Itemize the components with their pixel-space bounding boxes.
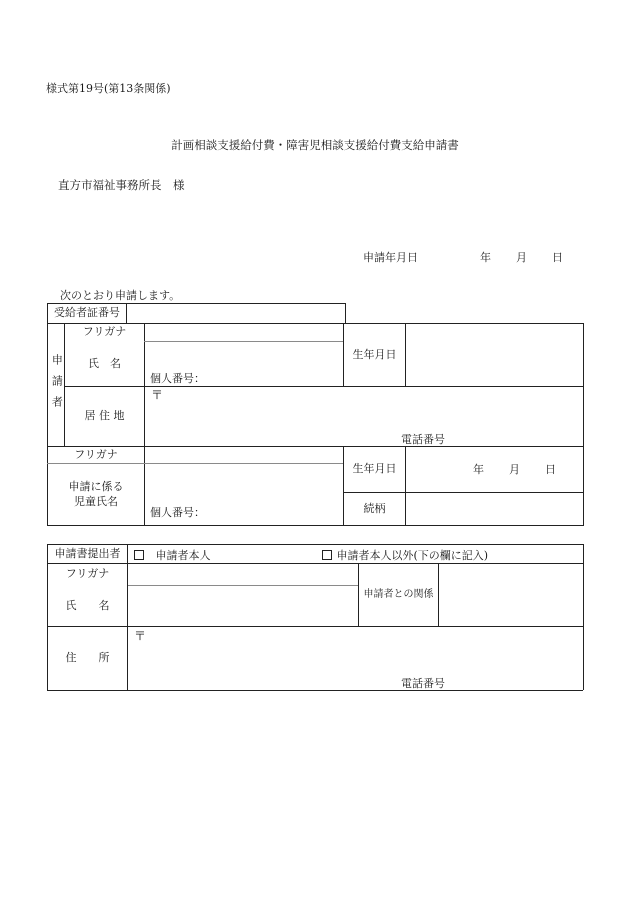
submitter-address-field[interactable]: [128, 627, 583, 690]
child-birthdate-label: 生年月日: [352, 462, 397, 476]
submitter-option-other[interactable]: [322, 547, 488, 563]
applicant-address-field[interactable]: [145, 387, 583, 446]
submitter-relationship-label: 申請者との関係: [363, 589, 434, 601]
child-birth-year-label: 年: [473, 463, 484, 476]
submitter-name-field[interactable]: [128, 586, 358, 626]
child-relationship-label: 続柄: [363, 501, 386, 515]
applicant-phone-label: 電話番号: [401, 433, 445, 446]
applicant-birthdate-field[interactable]: [406, 324, 583, 386]
submitter-address-label: 住 所: [65, 651, 110, 665]
applicant-individual-number-label: 個人番号：: [150, 372, 205, 385]
submitter-furigana-label: フリガナ: [65, 567, 110, 581]
applicant-furigana-field[interactable]: [145, 324, 343, 341]
submitter-relationship-field[interactable]: [439, 564, 583, 626]
date-day-label: 日: [552, 251, 563, 264]
page-title: 計画相談支援給付費・障害児相談支援給付費支給申請書: [171, 138, 459, 152]
intro-text: 次のとおり申請します。: [60, 289, 181, 302]
child-name-label: [48, 464, 144, 525]
date-year-label: 年: [480, 251, 491, 264]
form-number: 様式第19号(第13条関係): [46, 82, 171, 95]
applicant-group-label: 申請者: [50, 353, 64, 417]
recipient-id-field[interactable]: [127, 304, 345, 323]
applicant-birthdate-label: 生年月日: [352, 347, 397, 361]
child-individual-number-label: 個人番号：: [150, 506, 205, 519]
submitter-name-label: 氏 名: [65, 598, 110, 612]
child-furigana-label: フリガナ: [74, 447, 118, 461]
applicant-name-label: 氏 名: [88, 356, 121, 370]
applicant-furigana-label: フリガナ: [82, 325, 127, 339]
submitter-option-self[interactable]: [134, 547, 211, 563]
submitter-label: 申請書提出者: [54, 546, 121, 560]
submitter-furigana-field[interactable]: [128, 564, 358, 585]
option-self-label: 申請者本人: [155, 549, 211, 562]
application-date-label: 申請年月日: [363, 251, 418, 264]
option-other-label: 申請者本人以外(下の欄に記入): [336, 549, 489, 562]
recipient-id-label: 受給者証番号: [54, 306, 120, 320]
checkbox-self[interactable]: [134, 550, 144, 560]
submitter-phone-label: 電話番号: [401, 677, 445, 690]
applicant-postal-mark: 〒: [151, 388, 164, 402]
child-name-label-line2: 児童氏名: [74, 494, 118, 508]
checkbox-other[interactable]: [322, 550, 332, 560]
submitter-postal-mark: 〒: [134, 629, 147, 643]
child-furigana-field[interactable]: [145, 447, 343, 463]
child-birthdate-field[interactable]: [406, 447, 583, 492]
child-name-label-line1: 申請に係る: [68, 479, 124, 493]
child-birth-month-label: 月: [509, 463, 520, 476]
addressee: 直方市福祉事務所長 様: [58, 178, 185, 192]
date-month-label: 月: [516, 251, 527, 264]
child-birth-day-label: 日: [545, 463, 556, 476]
child-relationship-field[interactable]: [406, 493, 583, 525]
applicant-address-label: 居 住 地: [84, 409, 125, 423]
